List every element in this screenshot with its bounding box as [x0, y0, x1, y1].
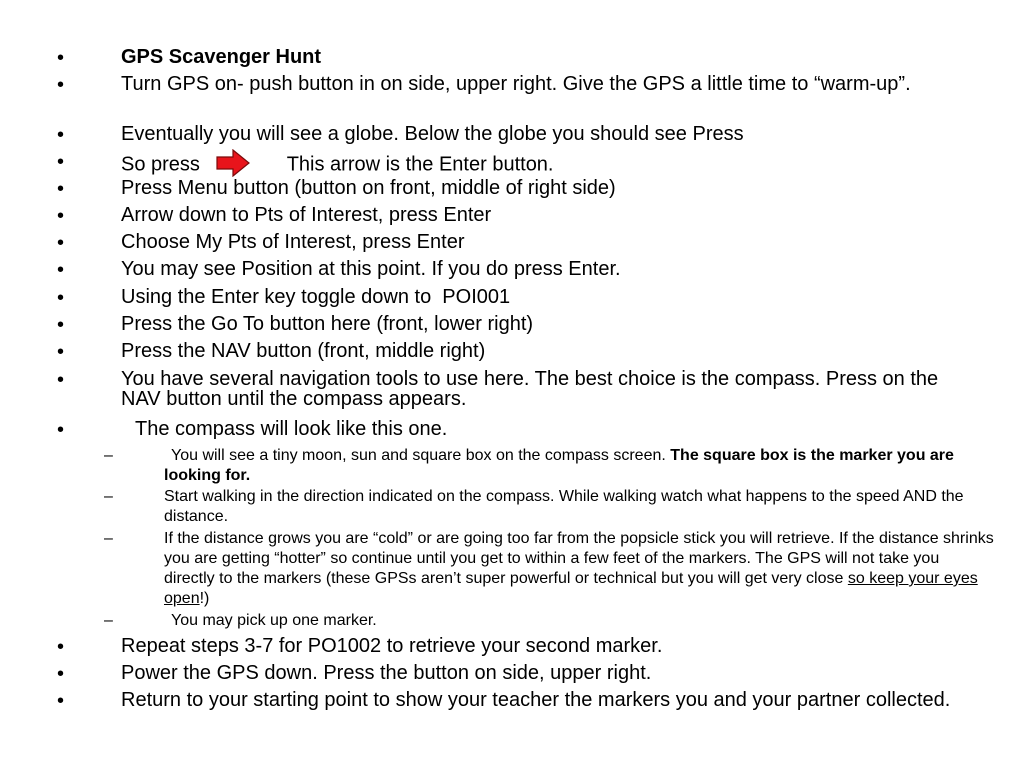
step-text-enter	[121, 151, 1001, 179]
step-text: Power the GPS down. Press the button on side, upper right.	[121, 662, 652, 684]
bullet: •	[57, 663, 65, 685]
bullet: •	[57, 47, 65, 69]
bullet: •	[57, 232, 65, 254]
bullet: •	[57, 690, 65, 712]
bullet: •	[57, 205, 65, 227]
bullet: •	[57, 341, 65, 363]
title: GPS Scavenger Hunt	[121, 46, 322, 68]
step-text: Turn GPS on- push button in on side, upper right. Give the GPS a little time to “warm-up”.	[121, 73, 911, 95]
right-arrow-icon	[216, 149, 250, 177]
bullet: •	[57, 369, 65, 391]
step-text-b: This arrow is the Enter button.	[286, 153, 554, 176]
step-text: You may see Position at this point. If you do press Enter.	[121, 258, 621, 280]
bullet: •	[57, 636, 65, 658]
bullet: •	[57, 74, 65, 96]
dash: –	[104, 447, 113, 464]
bullet: •	[57, 287, 65, 309]
sub-item-text: You may pick up one marker.	[171, 612, 377, 629]
dash: –	[104, 488, 113, 505]
step-text: Return to your starting point to show your teacher the markers you and your partner collected.	[121, 689, 951, 711]
step-text: Choose My Pts of Interest, press Enter	[121, 231, 465, 253]
step-text: Press the Go To button here (front, lower right)	[121, 313, 534, 335]
bullet: •	[57, 419, 65, 441]
step-text: Repeat steps 3-7 for PO1002 to retrieve your second marker.	[121, 635, 663, 657]
dash: –	[104, 612, 113, 629]
sub-item-text: If the distance grows you are “cold” or are going too far from the popsicle stick you will retrieve. If the distance shrinks you are getting “hotter” so continue until you get to within a few feet of the markers. The GPS will not take you directly to the markers (these GPSs aren’t super powerful or technical but you will get very close so keep your eyes open!)	[164, 530, 994, 607]
square-box-note: The square box is the marker you are looking for.	[164, 447, 954, 484]
dash: –	[104, 530, 113, 547]
step-text: Press the NAV button (front, middle right)	[121, 340, 486, 362]
bullet: •	[57, 314, 65, 336]
bullet: •	[57, 259, 65, 281]
sub-item-text: You will see a tiny moon, sun and square box on the compass screen. The square box is the marker you are looking for.	[164, 447, 954, 484]
sub-item-text: Start walking in the direction indicated on the compass. While walking watch what happens to the speed AND the distance.	[164, 488, 964, 525]
step-text: Using the Enter key toggle down to POI001	[121, 286, 511, 308]
bullet: •	[57, 124, 65, 146]
step-text: The compass will look like this one.	[135, 418, 448, 440]
step-text: You have several navigation tools to use here. The best choice is the compass. Press on the NAV button until the compass appears.	[121, 368, 939, 410]
bullet: •	[57, 178, 65, 200]
step-text: Press Menu button (button on front, middle of right side)	[121, 177, 616, 199]
step-text: Arrow down to Pts of Interest, press Enter	[121, 204, 492, 226]
eyes-open-note: so keep your eyes open	[164, 570, 978, 607]
bullet: •	[57, 151, 65, 173]
step-text-a: So press	[121, 153, 200, 176]
step-text: Eventually you will see a globe. Below the globe you should see Press	[121, 123, 744, 145]
